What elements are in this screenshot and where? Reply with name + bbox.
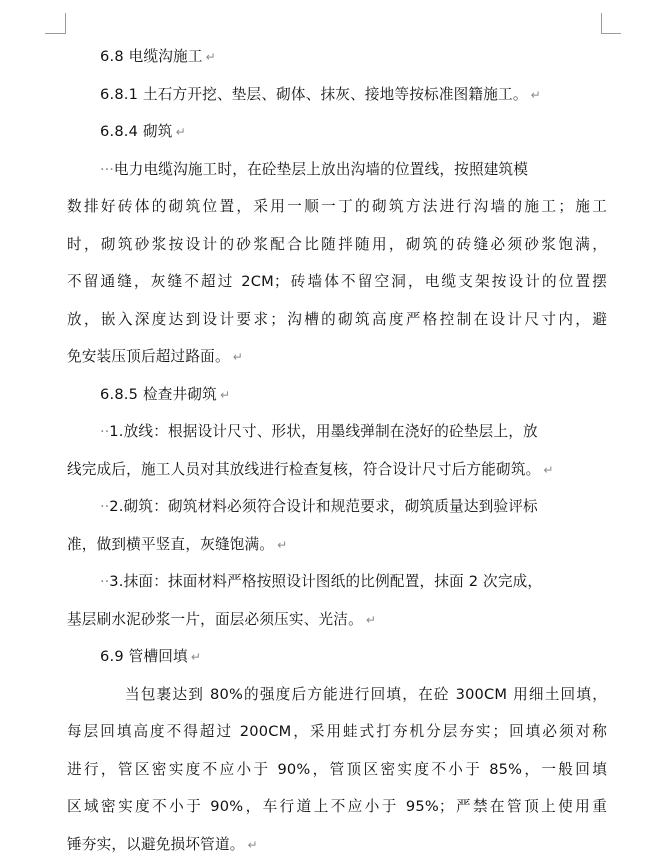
heading-6-8-5-text: 6.8.5 检查井砌筑 <box>100 385 217 403</box>
masonry-line-5: 放，嵌入深度达到设计要求；沟槽的砌筑高度严格控制在设计尺寸内，避 <box>67 310 607 328</box>
backfill-line-1: 当包裹达到 80%的强度后方能进行回填，在砼 300CM 用细土回填， <box>125 685 607 703</box>
step-3-line-2-text: 基层刷水泥砂浆一片，面层必须压实、光洁。 <box>67 610 363 628</box>
indent-dots: ··· <box>100 160 114 178</box>
paragraph-mark-icon: ↵ <box>232 350 243 364</box>
step-3-line-1-text: 3.抹面：抹面材料严格按照设计图纸的比例配置，抹面 2 次完成， <box>109 573 543 590</box>
step-2-line-1 <box>67 488 607 526</box>
backfill-line-3: 进行，管区密实度不应小于 90%，管顶区密实度不小于 85%，一般回填 <box>67 760 607 778</box>
paragraph-mark-icon: ↵ <box>365 612 377 627</box>
heading-6-8 <box>67 38 607 76</box>
step-1-line-2 <box>67 451 607 489</box>
masonry-line-3: 时，砌筑砂浆按设计的砂浆配合比随拌随用，砌筑的砖缝必须砂浆饱满， <box>67 235 607 253</box>
heading-6-8-4 <box>67 113 607 151</box>
heading-6-8-4-text: 6.8.4 砌筑 <box>100 123 173 140</box>
step-2-line-2 <box>67 526 607 564</box>
backfill-line-5 <box>67 826 607 864</box>
step-2-line-2-text: 准，做到横平竖直，灰缝饱满。 <box>67 535 275 553</box>
paragraph-mark-icon: ↵ <box>543 462 554 477</box>
paragraph-mark-icon: ↵ <box>530 87 541 102</box>
step-3-line-1 <box>67 563 607 601</box>
masonry-line-6 <box>67 338 607 376</box>
masonry-line-4: 不留通缝，灰缝不超过 2CM；砖墙体不留空洞，电缆支架按设计的位置摆 <box>67 273 607 290</box>
step-1-line-2-text: 线完成后，施工人员对其放线进行检查复核，符合设计尺寸后方能砌筑。 <box>67 460 541 478</box>
paragraph-mark-icon: ↵ <box>190 650 202 664</box>
paragraph-mark-icon: ↵ <box>219 387 231 402</box>
heading-6-8-text: 6.8 电缆沟施工 <box>100 48 203 65</box>
indent-dots: ·· <box>100 423 110 440</box>
crop-mark-top-left-vertical <box>65 13 66 34</box>
crop-mark-top-right-horizontal <box>601 33 621 34</box>
backfill-line-5-text: 锤夯实，以避免损坏管道。 <box>67 835 245 853</box>
step-1-line-1-text: 1.放线：根据设计尺寸、形状，用墨线弹制在浇好的砼垫层上，放 <box>109 423 538 440</box>
indent-dots: ·· <box>100 573 110 590</box>
indent-dots: ·· <box>100 498 110 515</box>
heading-6-8-5 <box>67 376 607 414</box>
item-6-8-1-text: 6.8.1 土石方开挖、垫层、砌体、抹灰、接地等按标准图籍施工。 <box>100 85 528 103</box>
paragraph-mark-icon: ↵ <box>247 837 258 852</box>
paragraph-mark-icon: ↵ <box>205 50 216 64</box>
document-body <box>67 38 607 863</box>
backfill-line-2: 每层回填高度不得超过 200CM，采用蛙式打夯机分层夯实；回填必须对称 <box>67 723 607 740</box>
heading-6-9-text: 6.9 管槽回填 <box>100 648 188 665</box>
heading-6-9 <box>67 638 607 676</box>
paragraph-mark-icon: ↵ <box>277 537 288 552</box>
paragraph-mark-icon: ↵ <box>175 125 186 139</box>
crop-mark-top-left-horizontal <box>45 33 65 34</box>
step-1-line-1 <box>67 413 607 451</box>
step-3-line-2 <box>67 601 607 639</box>
masonry-line-1-text: 电力电缆沟施工时，在砼垫层上放出沟墙的位置线，按照建筑模 <box>113 160 529 178</box>
crop-mark-top-right-vertical <box>601 13 602 34</box>
item-6-8-1 <box>67 76 607 114</box>
masonry-line-1 <box>67 151 607 189</box>
step-2-line-1-text: 2.砌筑：砌筑材料必须符合设计和规范要求，砌筑质量达到验评标 <box>109 498 538 515</box>
backfill-line-4: 区域密实度不小于 90%，车行道上不应小于 95%；严禁在管顶上使用重 <box>67 798 607 815</box>
masonry-line-6-text: 免安装压顶后超过路面。 <box>67 348 230 365</box>
masonry-line-2: 数排好砖体的砌筑位置，采用一顺一丁的砌筑方法进行沟墙的施工；施工 <box>67 198 607 215</box>
